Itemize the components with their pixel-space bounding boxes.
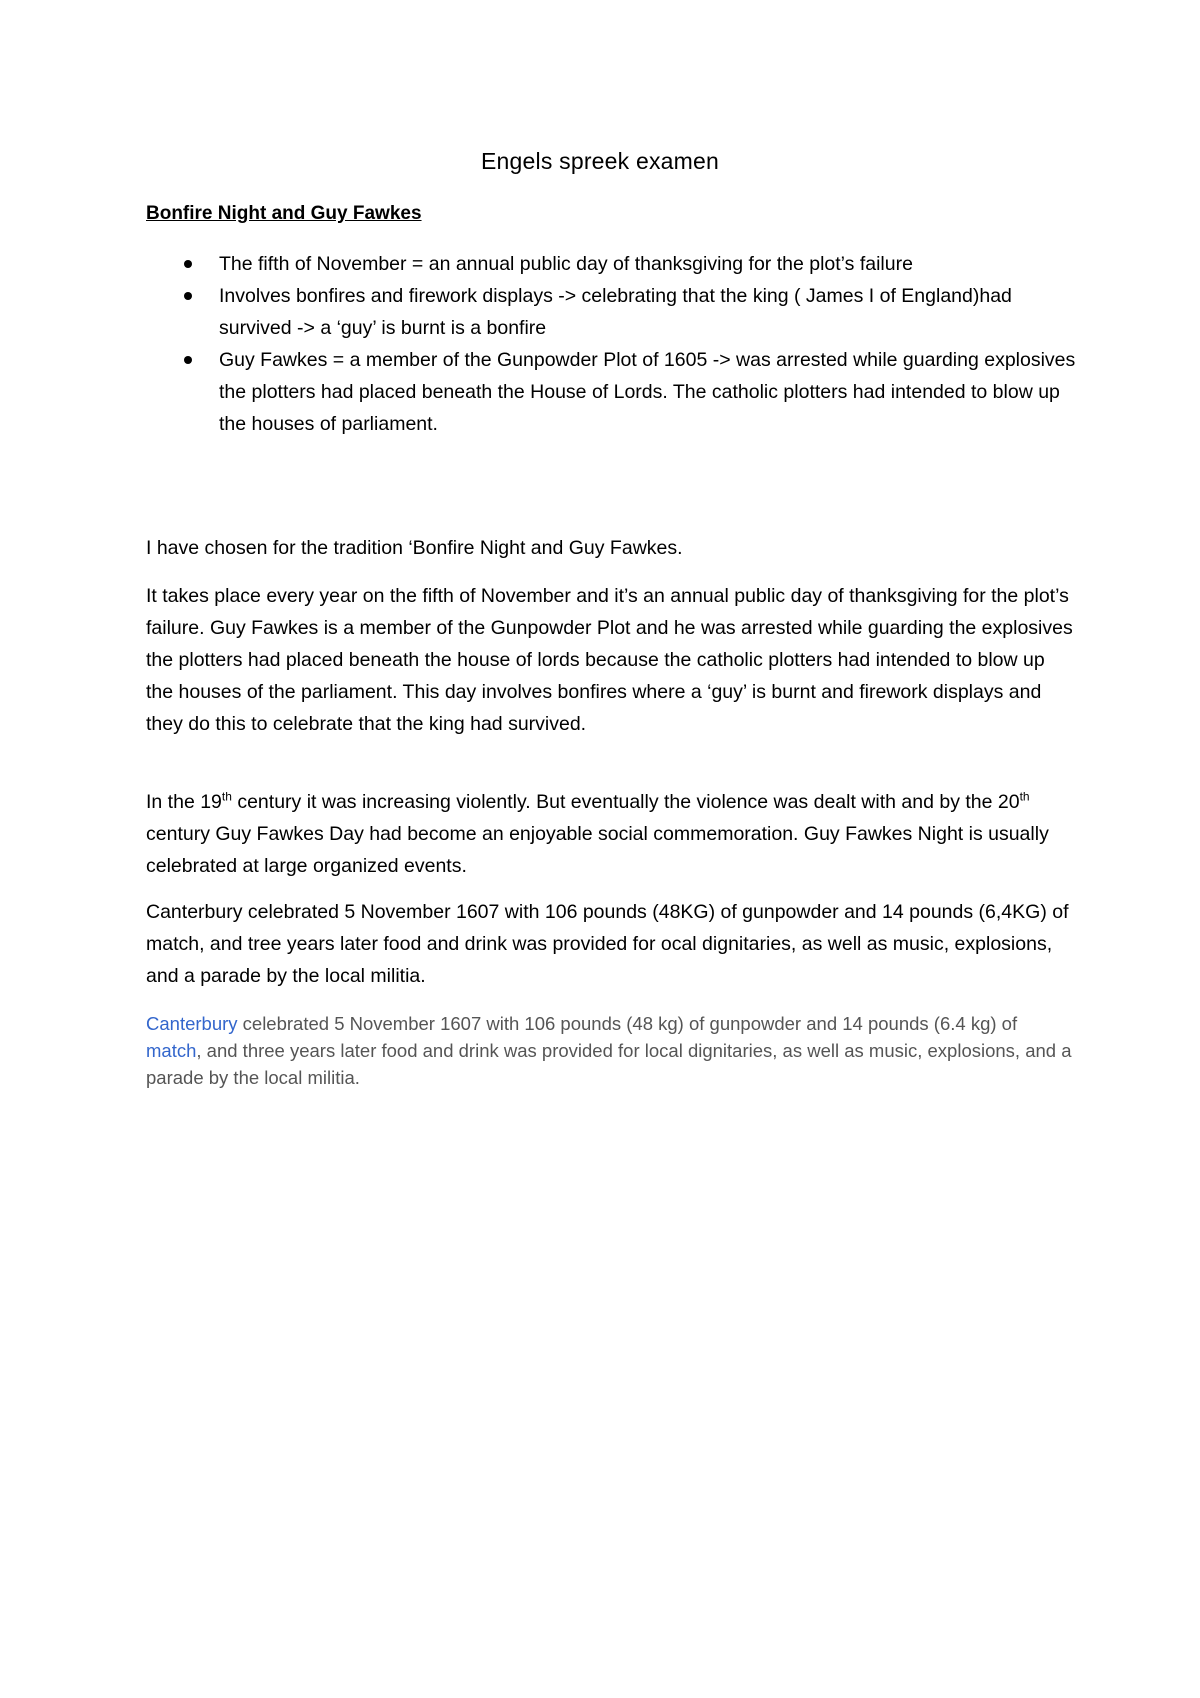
bullet-text: Involves bonfires and firework displays -> celebrating that the king ( James I of England)had survived -> a ‘guy’ is burnt is a bonfire	[219, 285, 1012, 339]
canterbury-link[interactable]: Canterbury	[146, 1013, 238, 1034]
history-text-part-3: century Guy Fawkes Day had become an enjoyable social commemoration. Guy Fawkes Night is usually celebrated at large organized events.	[146, 823, 1049, 877]
ordinal-superscript: th	[1019, 789, 1030, 804]
intro-paragraph: I have chosen for the tradition ‘Bonfire Night and Guy Fawkes.	[146, 537, 683, 559]
bullet-item	[146, 344, 1076, 440]
history-paragraph	[146, 786, 1076, 882]
history-text-part-2: century it was increasing violently. But eventually the violence was dealt with and by the 20	[231, 791, 1020, 813]
pasted-source-quote	[146, 1010, 1076, 1091]
history-text-part-1: In the 19	[146, 791, 222, 813]
bullet-list	[146, 248, 1076, 440]
bullet-dot-icon	[184, 292, 192, 300]
bullet-text: The fifth of November = an annual public day of thanksgiving for the plot’s failure	[219, 253, 913, 275]
bullet-dot-icon	[184, 260, 192, 268]
quote-text-part-1: celebrated 5 November 1607 with 106 pounds (48 kg) of gunpowder and 14 pounds (6.4 kg) of	[237, 1013, 1018, 1034]
quote-text-part-2: , and three years later food and drink was provided for local dignitaries, as well as music, explosions, and a parade by the local militia.	[146, 1040, 1072, 1088]
section-heading: Bonfire Night and Guy Fawkes	[146, 203, 422, 224]
ordinal-superscript: th	[221, 789, 232, 804]
match-link[interactable]: match	[146, 1040, 197, 1061]
bullet-dot-icon	[184, 356, 192, 364]
bullet-item	[146, 248, 1076, 280]
bullet-text: Guy Fawkes = a member of the Gunpowder Plot of 1605 -> was arrested while guarding explosives the plotters had placed beneath the House of Lords. The catholic plotters had intended to blow up the houses of parliament.	[219, 349, 1076, 435]
document-title: Engels spreek examen	[481, 148, 719, 174]
canterbury-paragraph: Canterbury celebrated 5 November 1607 with 106 pounds (48KG) of gunpowder and 14 pounds (6,4KG) of match, and tree years later food and drink was provided for ocal dignitaries, as well as music, explosions, and a parade by the local militia.	[146, 901, 1069, 987]
description-paragraph: It takes place every year on the fifth of November and it’s an annual public day of thanksgiving for the plot’s failure. Guy Fawkes is a member of the Gunpowder Plot and he was arrested while guarding the explosives the plotters had placed beneath the house of lords because the catholic plotters had intended to blow up the houses of the parliament. This day involves bonfires where a ‘guy’ is burnt and firework displays and they do this to celebrate that the king had survived.	[146, 585, 1073, 735]
bullet-item	[146, 280, 1076, 344]
